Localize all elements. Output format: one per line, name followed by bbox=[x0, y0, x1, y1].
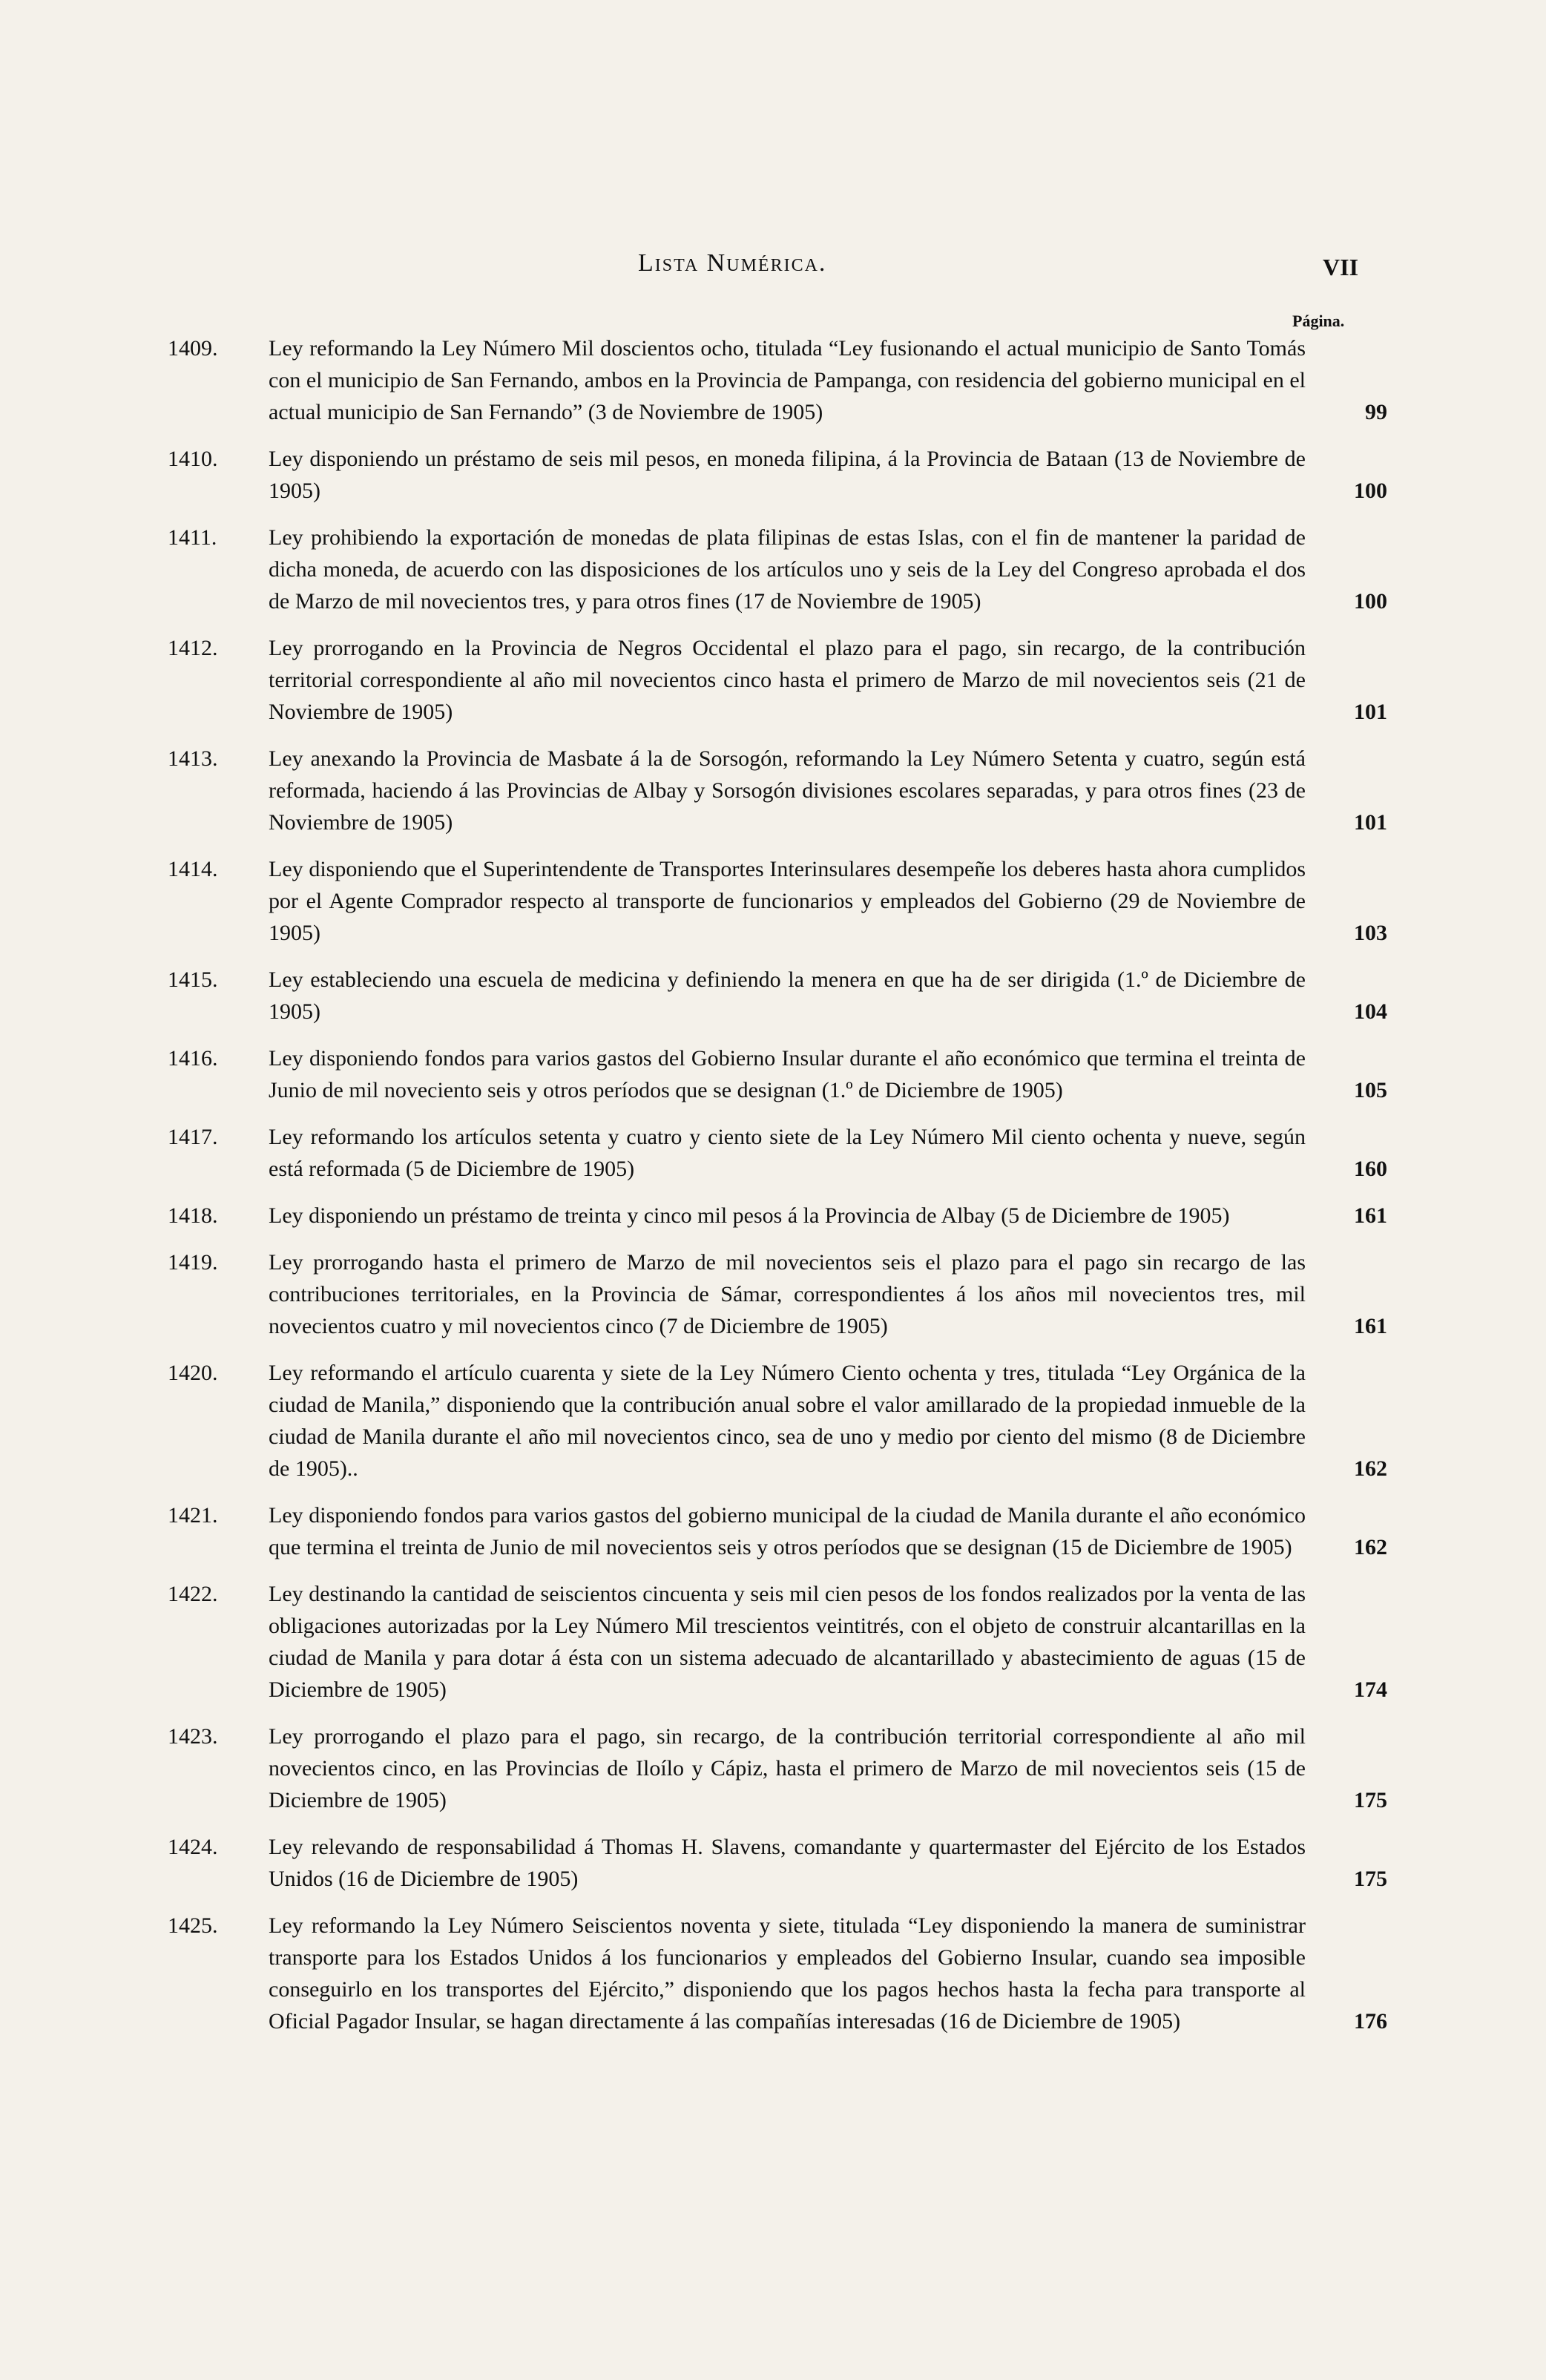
entry-number: 1418. bbox=[168, 1203, 218, 1228]
entry-row bbox=[269, 853, 1387, 949]
list-item bbox=[168, 1910, 1387, 2037]
entry-page-number: 175 bbox=[1354, 1788, 1387, 1812]
entry-number: 1416. bbox=[168, 1046, 218, 1071]
entry-page-number: 99 bbox=[1365, 400, 1387, 424]
list-item bbox=[168, 964, 1387, 1028]
list-item bbox=[168, 522, 1387, 617]
entry-page-number: 176 bbox=[1354, 2009, 1387, 2034]
entry-number: 1419. bbox=[168, 1250, 218, 1275]
entry-page-number: 160 bbox=[1354, 1157, 1387, 1181]
entry-page-number: 161 bbox=[1354, 1203, 1387, 1228]
entry-row bbox=[269, 632, 1387, 728]
entry-text: Ley prorrogando el plazo para el pago, sin recargo, de la contribución territorial correspondiente al año mil novecientos cinco, en las Provincias de Iloílo y Cápiz, hasta el primero de Marzo de mil novecientos seis (15 de Diciembre de 1905) bbox=[269, 1724, 1306, 1812]
entry-page-number: 100 bbox=[1354, 479, 1387, 503]
entry-page-number: 103 bbox=[1354, 921, 1387, 945]
list-item bbox=[168, 743, 1387, 838]
entry-row bbox=[269, 522, 1387, 617]
entry-row bbox=[269, 1246, 1387, 1342]
entry-text: Ley disponiendo fondos para varios gastos del Gobierno Insular durante el año económico que termina el treinta de Junio de mil noveciento seis y otros períodos que se designan (1.º de Diciembre de 1905) bbox=[269, 1046, 1306, 1102]
list-item bbox=[168, 1499, 1387, 1563]
entry-text: Ley reformando el artículo cuarenta y siete de la Ley Número Ciento ochenta y tres, titulada “Ley Orgánica de la ciudad de Manila,” disponiendo que la contribución anual sobre el valor amillarado de la propiedad inmueble de la ciudad de Manila durante el año mil novecientos cinco, sea de uno y medio por ciento del mismo (8 de Diciembre de 1905).. bbox=[269, 1361, 1306, 1481]
entry-number: 1409. bbox=[168, 336, 218, 361]
entry-number: 1423. bbox=[168, 1724, 218, 1749]
entry-row bbox=[269, 1042, 1387, 1106]
entry-page-number: 175 bbox=[1354, 1867, 1387, 1891]
page-number: VII bbox=[1323, 254, 1359, 280]
entry-row bbox=[269, 332, 1387, 428]
list-item bbox=[168, 1357, 1387, 1485]
entry-number: 1420. bbox=[168, 1361, 218, 1385]
list-item bbox=[168, 332, 1387, 428]
entry-text: Ley disponiendo un préstamo de treinta y cinco mil pesos á la Provincia de Albay (5 de Diciembre de 1905) bbox=[269, 1203, 1230, 1228]
entry-number: 1414. bbox=[168, 857, 218, 881]
entry-row bbox=[269, 1831, 1387, 1895]
entry-page-number: 104 bbox=[1354, 999, 1387, 1024]
entry-number: 1425. bbox=[168, 1913, 218, 1938]
entry-text: Ley estableciendo una escuela de medicina y definiendo la menera en que ha de ser dirigida (1.º de Diciembre de 1905) bbox=[269, 967, 1306, 1024]
entry-number: 1412. bbox=[168, 636, 218, 660]
entry-page-number: 101 bbox=[1354, 700, 1387, 724]
list-item bbox=[168, 1042, 1387, 1106]
entry-page-number: 174 bbox=[1354, 1677, 1387, 1702]
entry-page-number: 162 bbox=[1354, 1456, 1387, 1481]
entry-row bbox=[269, 443, 1387, 507]
entry-page-number: 100 bbox=[1354, 589, 1387, 614]
entry-text: Ley disponiendo fondos para varios gastos del gobierno municipal de la ciudad de Manila durante el año económico que termina el treinta de Junio de mil novecientos seis y otros períodos que se designan (15 de Diciembre de 1905) bbox=[269, 1503, 1306, 1559]
list-item bbox=[168, 853, 1387, 949]
list-item bbox=[168, 1578, 1387, 1706]
entry-number: 1422. bbox=[168, 1582, 218, 1606]
entry-number: 1413. bbox=[168, 746, 218, 771]
entry-text: Ley destinando la cantidad de seiscientos cincuenta y seis mil cien pesos de los fondos realizados por la venta de las obligaciones autorizadas por la Ley Número Mil trescientos veintitrés, con el objeto de construir alcantarillas en la ciudad de Manila y para dotar á ésta con un sistema adecuado de alcantarillado y abastecimiento de aguas (15 de Diciembre de 1905) bbox=[269, 1582, 1306, 1702]
entry-row bbox=[269, 1910, 1387, 2037]
list-item bbox=[168, 1831, 1387, 1895]
entry-row bbox=[269, 1200, 1387, 1232]
entry-number: 1424. bbox=[168, 1835, 218, 1859]
entry-text: Ley prorrogando en la Provincia de Negros Occidental el plazo para el pago, sin recargo, de la contribución territorial correspondiente al año mil novecientos cinco hasta el primero de Marzo de mil novecientos seis (21 de Noviembre de 1905) bbox=[269, 636, 1306, 724]
entry-row bbox=[269, 1578, 1387, 1706]
list-item bbox=[168, 1246, 1387, 1342]
running-title: Lista Numérica. bbox=[638, 249, 827, 277]
entry-text: Ley reformando los artículos setenta y cuatro y ciento siete de la Ley Número Mil ciento ochenta y nueve, según está reformada (5 de Diciembre de 1905) bbox=[269, 1125, 1306, 1181]
entry-row bbox=[269, 743, 1387, 838]
entry-number: 1410. bbox=[168, 447, 218, 471]
entry-page-number: 105 bbox=[1354, 1078, 1387, 1102]
list-item bbox=[168, 1200, 1387, 1232]
entry-row bbox=[269, 1499, 1387, 1563]
entry-page-number: 162 bbox=[1354, 1535, 1387, 1559]
entry-text: Ley relevando de responsabilidad á Thomas H. Slavens, comandante y quartermaster del Ejército de los Estados Unidos (16 de Diciembre de 1905) bbox=[269, 1835, 1306, 1891]
list-item bbox=[168, 632, 1387, 728]
entry-page-number: 161 bbox=[1354, 1314, 1387, 1338]
entry-page-number: 101 bbox=[1354, 810, 1387, 835]
entry-row bbox=[269, 1357, 1387, 1485]
law-list bbox=[168, 332, 1387, 2052]
entry-row bbox=[269, 1720, 1387, 1816]
list-item bbox=[168, 1720, 1387, 1816]
entry-row bbox=[269, 964, 1387, 1028]
entry-number: 1417. bbox=[168, 1125, 218, 1149]
list-item bbox=[168, 1121, 1387, 1185]
entry-text: Ley disponiendo que el Superintendente de Transportes Interinsulares desempeñe los deberes hasta ahora cumplidos por el Agente Comprador respecto al transporte de funcionarios y empleados del Gobierno (29 de Noviembre de 1905) bbox=[269, 857, 1306, 945]
list-item bbox=[168, 443, 1387, 507]
entry-text: Ley anexando la Provincia de Masbate á la de Sorsogón, reformando la Ley Número Setenta y cuatro, según está reformada, haciendo á las Provincias de Albay y Sorsogón divisiones escolares separadas, y para otros fines (23 de Noviembre de 1905) bbox=[269, 746, 1306, 835]
entry-number: 1415. bbox=[168, 967, 218, 992]
entry-number: 1421. bbox=[168, 1503, 218, 1528]
entry-text: Ley disponiendo un préstamo de seis mil pesos, en moneda filipina, á la Provincia de Bataan (13 de Noviembre de 1905) bbox=[269, 447, 1306, 503]
entry-text: Ley prohibiendo la exportación de monedas de plata filipinas de estas Islas, con el fin de mantener la paridad de dicha moneda, de acuerdo con las disposiciones de los artículos uno y seis de la Ley del Congreso aprobada el dos de Marzo de mil novecientos tres, y para otros fines (17 de Noviembre de 1905) bbox=[269, 525, 1306, 614]
entry-text: Ley reformando la Ley Número Mil doscientos ocho, titulada “Ley fusionando el actual municipio de Santo Tomás con el municipio de San Fernando, ambos en la Provincia de Pampanga, con residencia del gobierno municipal en el actual municipio de San Fernando” (3 de Noviembre de 1905) bbox=[269, 336, 1306, 424]
page-column-label: Página. bbox=[1292, 312, 1345, 330]
entry-text: Ley prorrogando hasta el primero de Marzo de mil novecientos seis el plazo para el pago sin recargo de las contribuciones territoriales, en la Provincia de Sámar, correspondientes á los años mil novecientos tres, mil novecientos cuatro y mil novecientos cinco (7 de Diciembre de 1905) bbox=[269, 1250, 1306, 1338]
entry-row bbox=[269, 1121, 1387, 1185]
entry-number: 1411. bbox=[168, 525, 217, 550]
entry-text: Ley reformando la Ley Número Seiscientos noventa y siete, titulada “Ley disponiendo la manera de suministrar transporte para los Estados Unidos á los funcionarios y empleados del Gobierno Insular, cuando sea imposible conseguirlo en los transportes del Ejército,” disponiendo que los pagos hechos hasta la fecha para transporte al Oficial Pagador Insular, se hagan directamente á las compañías interesadas (16 de Diciembre de 1905) bbox=[269, 1913, 1306, 2034]
